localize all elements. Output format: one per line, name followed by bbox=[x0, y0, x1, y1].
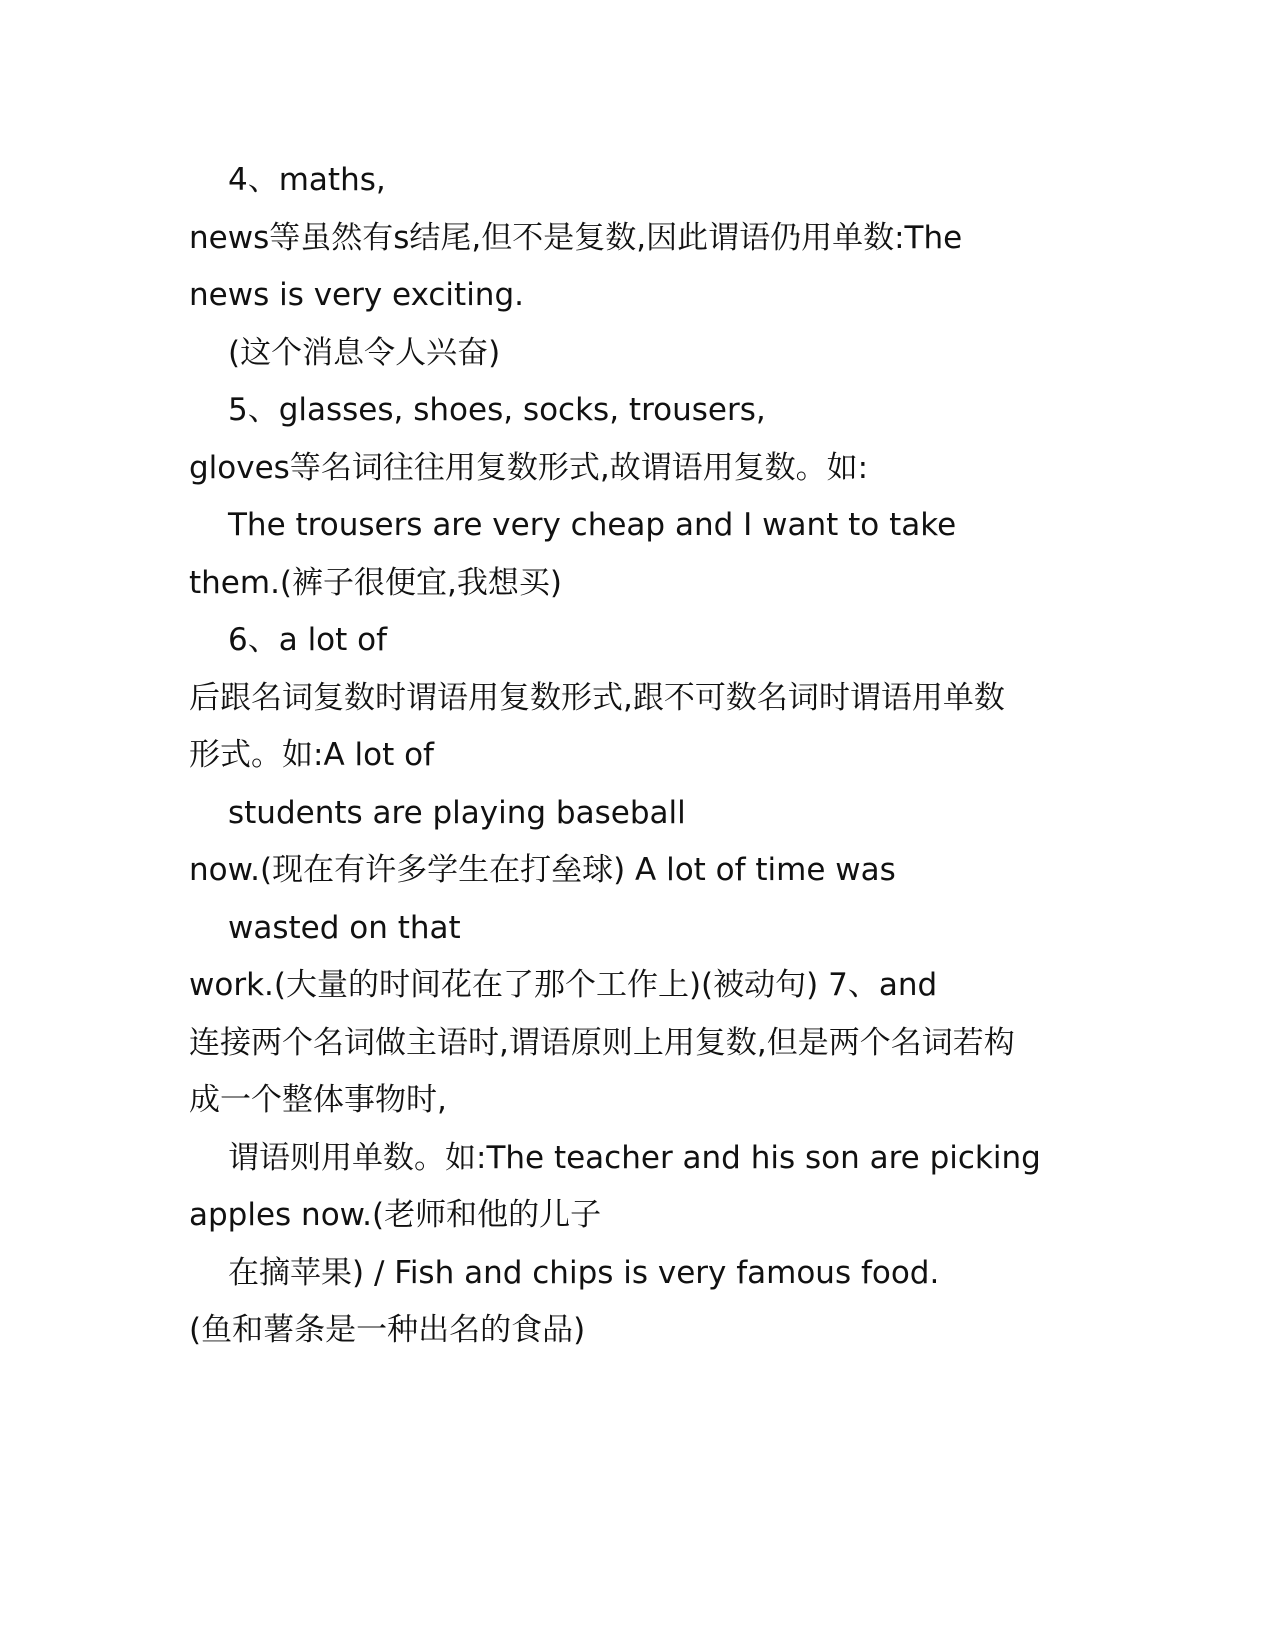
text-line: 连接两个名词做主语时,谓语原则上用复数,但是两个名词若构 bbox=[189, 1024, 1015, 1061]
text-line: news等虽然有s结尾,但不是复数,因此谓语仍用单数:The bbox=[189, 219, 963, 256]
text-line: 4、maths, bbox=[228, 162, 386, 198]
text-line: apples now.(老师和他的儿子 bbox=[189, 1197, 602, 1233]
text-line: 6、a lot of bbox=[228, 622, 388, 658]
text-line: work.(大量的时间花在了那个工作上)(被动句) 7、and bbox=[189, 967, 938, 1003]
text-line: now.(现在有许多学生在打垒球) A lot of time was bbox=[189, 852, 896, 888]
text-line: news is very exciting. bbox=[189, 277, 524, 313]
text-line: (这个消息令人兴奋) bbox=[228, 334, 501, 371]
text-line: (鱼和薯条是一种出名的食品) bbox=[189, 1312, 586, 1348]
text-line: 后跟名词复数时谓语用复数形式,跟不可数名词时谓语用单数 bbox=[189, 679, 1005, 716]
document-body bbox=[189, 152, 1089, 1360]
text-line: The trousers are very cheap and I want to take bbox=[228, 507, 957, 543]
text-line: wasted on that bbox=[228, 909, 461, 946]
text-line: 5、glasses, shoes, socks, trousers, bbox=[228, 392, 766, 428]
text-line: 谓语则用单数。如:The teacher and his son are picking bbox=[228, 1139, 1041, 1176]
text-line: gloves等名词往往用复数形式,故谓语用复数。如: bbox=[189, 449, 869, 486]
text-line: 成一个整体事物时, bbox=[189, 1082, 447, 1118]
text-line: 在摘苹果) / Fish and chips is very famous food. bbox=[228, 1254, 940, 1291]
text-line: 形式。如:A lot of bbox=[189, 737, 434, 773]
text-line: students are playing baseball bbox=[228, 794, 686, 831]
text-line: them.(裤子很便宜,我想买) bbox=[189, 564, 562, 601]
